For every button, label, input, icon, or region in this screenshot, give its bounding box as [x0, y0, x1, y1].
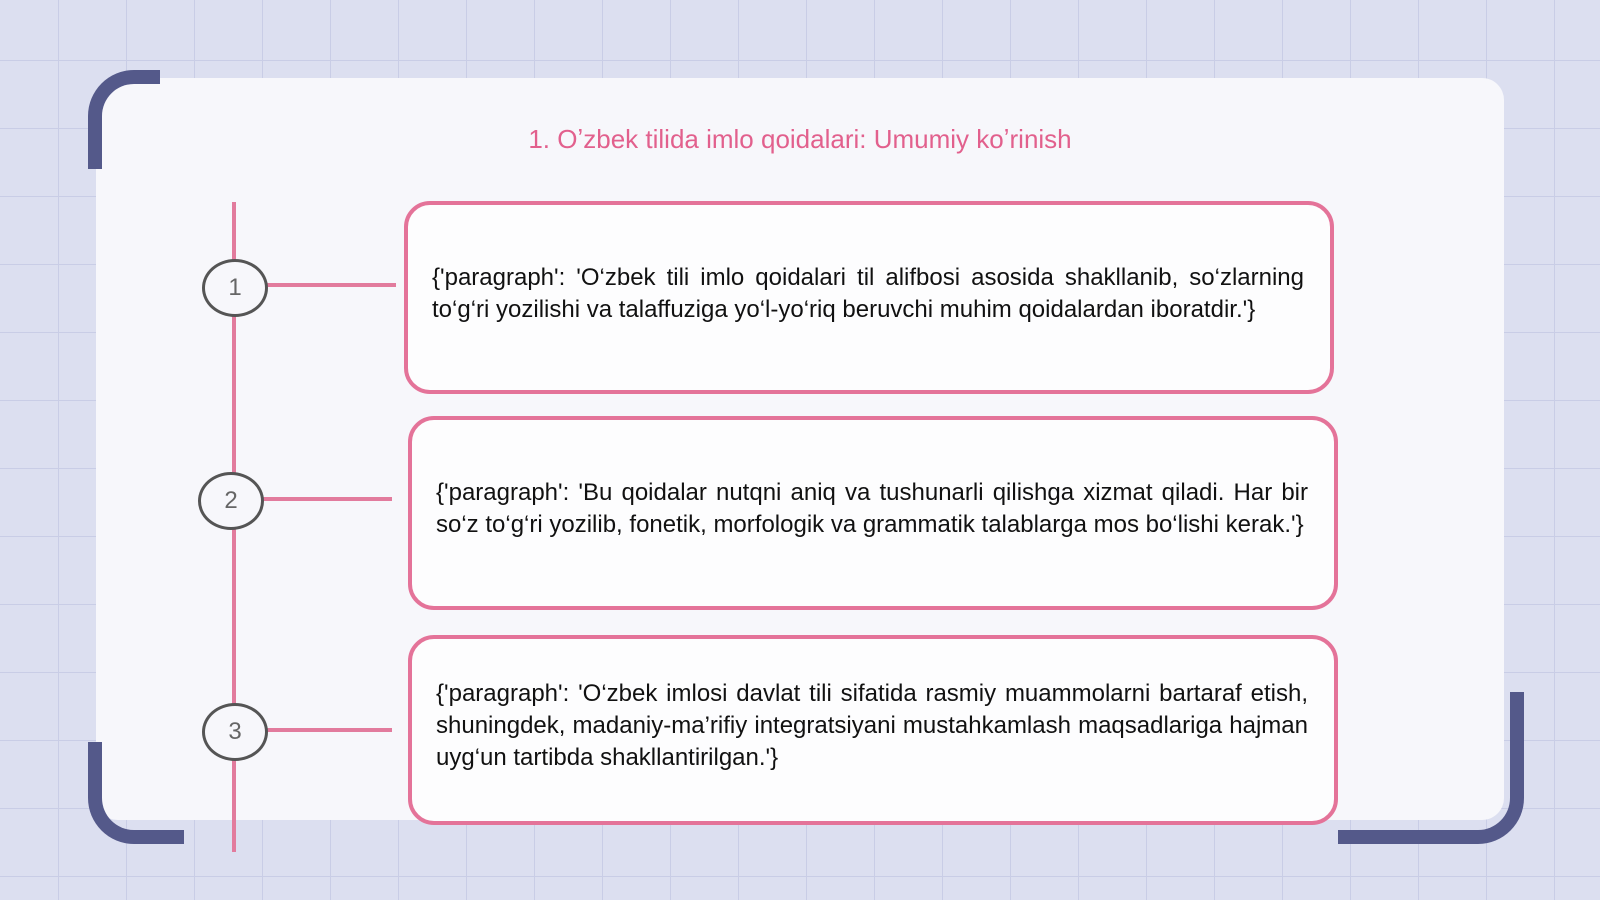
step-card-text: {'paragraph': 'O‘zbek imlosi davlat tili sifatida rasmiy muammolarni bartaraf etish, shuningdek, madaniy-ma’rifiy integratsiyani mustahkamlash maqsadlariga hajman uyg‘un tartibda shakllantirilgan.'}	[436, 680, 1308, 771]
step-card-text: {'paragraph': 'O‘zbek tili imlo qoidalari til alifbosi asosida shakllanib, so‘zlarning to‘g‘ri yozilishi va talaffuziga yo‘l-yo‘riq beruvchi muhim qoidalardan iboratdir.'}	[432, 263, 1304, 323]
step-card-text: {'paragraph': 'Bu qoidalar nutqni aniq va tushunarli qilishga xizmat qiladi. Har bir so‘z to‘g‘ri yozilib, fonetik, morfologik va grammatik talablarga mos bo‘lishi kerak.'}	[436, 479, 1308, 538]
corner-bracket-bottom-right	[1338, 692, 1524, 844]
corner-bracket-bottom-left	[88, 742, 184, 844]
corner-bracket-top-left	[88, 70, 160, 169]
step-number-2: 2	[198, 472, 264, 530]
step-number-3: 3	[202, 703, 268, 761]
step-number-1: 1	[202, 259, 268, 317]
connector-line-3	[264, 728, 392, 732]
step-card-3	[408, 635, 1338, 825]
step-card-2	[408, 416, 1338, 610]
slide-title: 1. Oʼzbek tilida imlo qoidalari: Umumiy koʼrinish	[528, 124, 1072, 154]
step-card-1	[404, 201, 1334, 394]
connector-line-2	[260, 497, 392, 501]
connector-line-1	[264, 283, 396, 287]
